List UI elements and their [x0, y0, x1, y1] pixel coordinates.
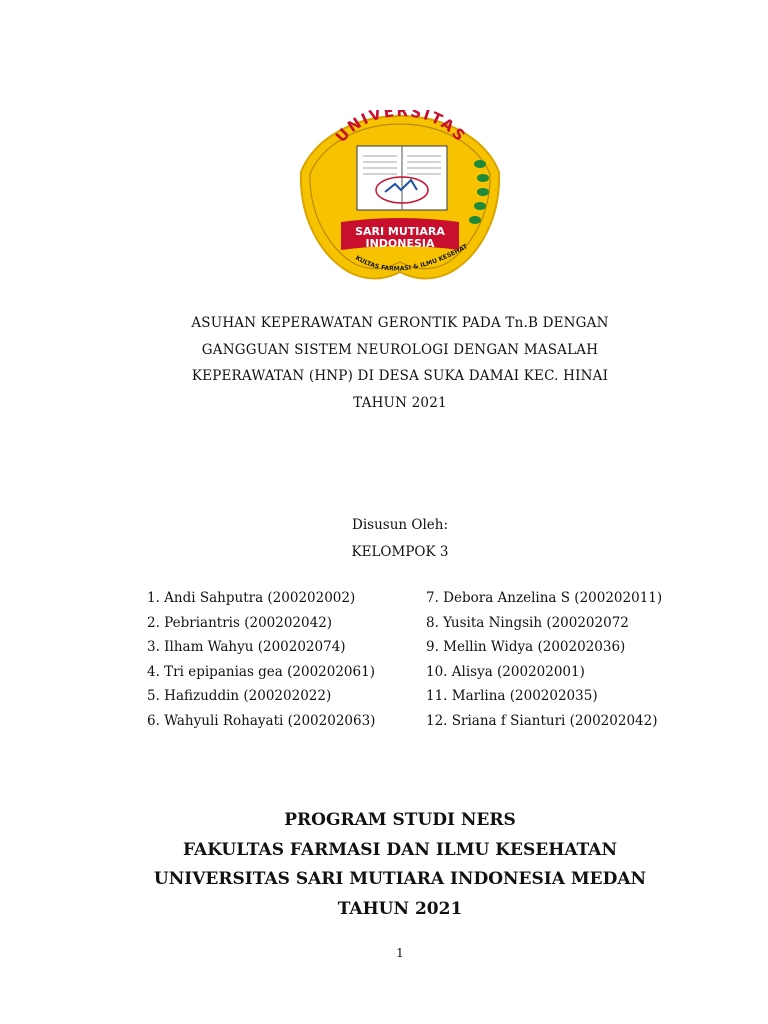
member-item: 3. Ilham Wahyu (200202074)	[147, 639, 346, 656]
group-name: KELOMPOK 3	[351, 544, 449, 560]
title-line: GANGGUAN SISTEM NEUROLOGI DENGAN MASALAH	[201, 341, 599, 358]
title-line: TAHUN 2021	[353, 394, 447, 411]
footer-year: TAHUN 2021	[337, 898, 463, 919]
member-item: 12. Sriana f Sianturi (200202042)	[426, 712, 658, 729]
title-line: KEPERAWATAN (HNP) DI DESA SUKA DAMAI KEC. HINAI	[191, 368, 609, 384]
member-item: 7. Debora Anzelina S (200202011)	[426, 590, 663, 606]
member-item: 1. Andi Sahputra (200202002)	[147, 590, 356, 606]
member-item: 5. Hafizuddin (200202022)	[147, 688, 332, 705]
member-item: 2. Pebriantris (200202042)	[147, 614, 333, 631]
university-logo	[297, 110, 503, 286]
university-logo-graphic	[297, 110, 503, 286]
page-number: 1	[396, 946, 404, 960]
member-list-left	[147, 586, 375, 734]
member-item: 8. Yusita Ningsih (200202072	[426, 614, 629, 631]
document-title	[0, 310, 768, 416]
member-list-right	[426, 586, 662, 734]
compiled-by-label: Disusun Oleh:	[352, 517, 448, 533]
member-item: 9. Mellin Widya (200202036)	[426, 639, 626, 656]
svg-text:INDONESIA: INDONESIA	[365, 237, 435, 250]
faculty-name: FAKULTAS FARMASI DAN ILMU KESEHATAN	[182, 839, 618, 860]
authorship-heading	[0, 512, 768, 566]
university-name: UNIVERSITAS SARI MUTIARA INDONESIA MEDAN	[153, 869, 647, 889]
member-item: 10. Alisya (200202001)	[426, 663, 585, 680]
institution-footer	[0, 806, 768, 924]
svg-text:SARI MUTIARA: SARI MUTIARA	[355, 225, 445, 238]
member-item: 11. Marlina (200202035)	[426, 688, 598, 705]
program-name: PROGRAM STUDI NERS	[284, 810, 516, 830]
member-item: 4. Tri epipanias gea (200202061)	[147, 663, 375, 680]
svg-text:FAKULTAS FARMASI & ILMU KESEHA: KULTAS FARMASI & ILMU KESEHAT	[354, 243, 469, 273]
member-item: 6. Wahyuli Rohayati (200202063)	[147, 712, 376, 729]
svg-text:UNIVERSITAS: UNIVERSITAS	[331, 110, 471, 146]
title-line: ASUHAN KEPERAWATAN GERONTIK PADA Tn.B DENGAN	[191, 315, 609, 331]
